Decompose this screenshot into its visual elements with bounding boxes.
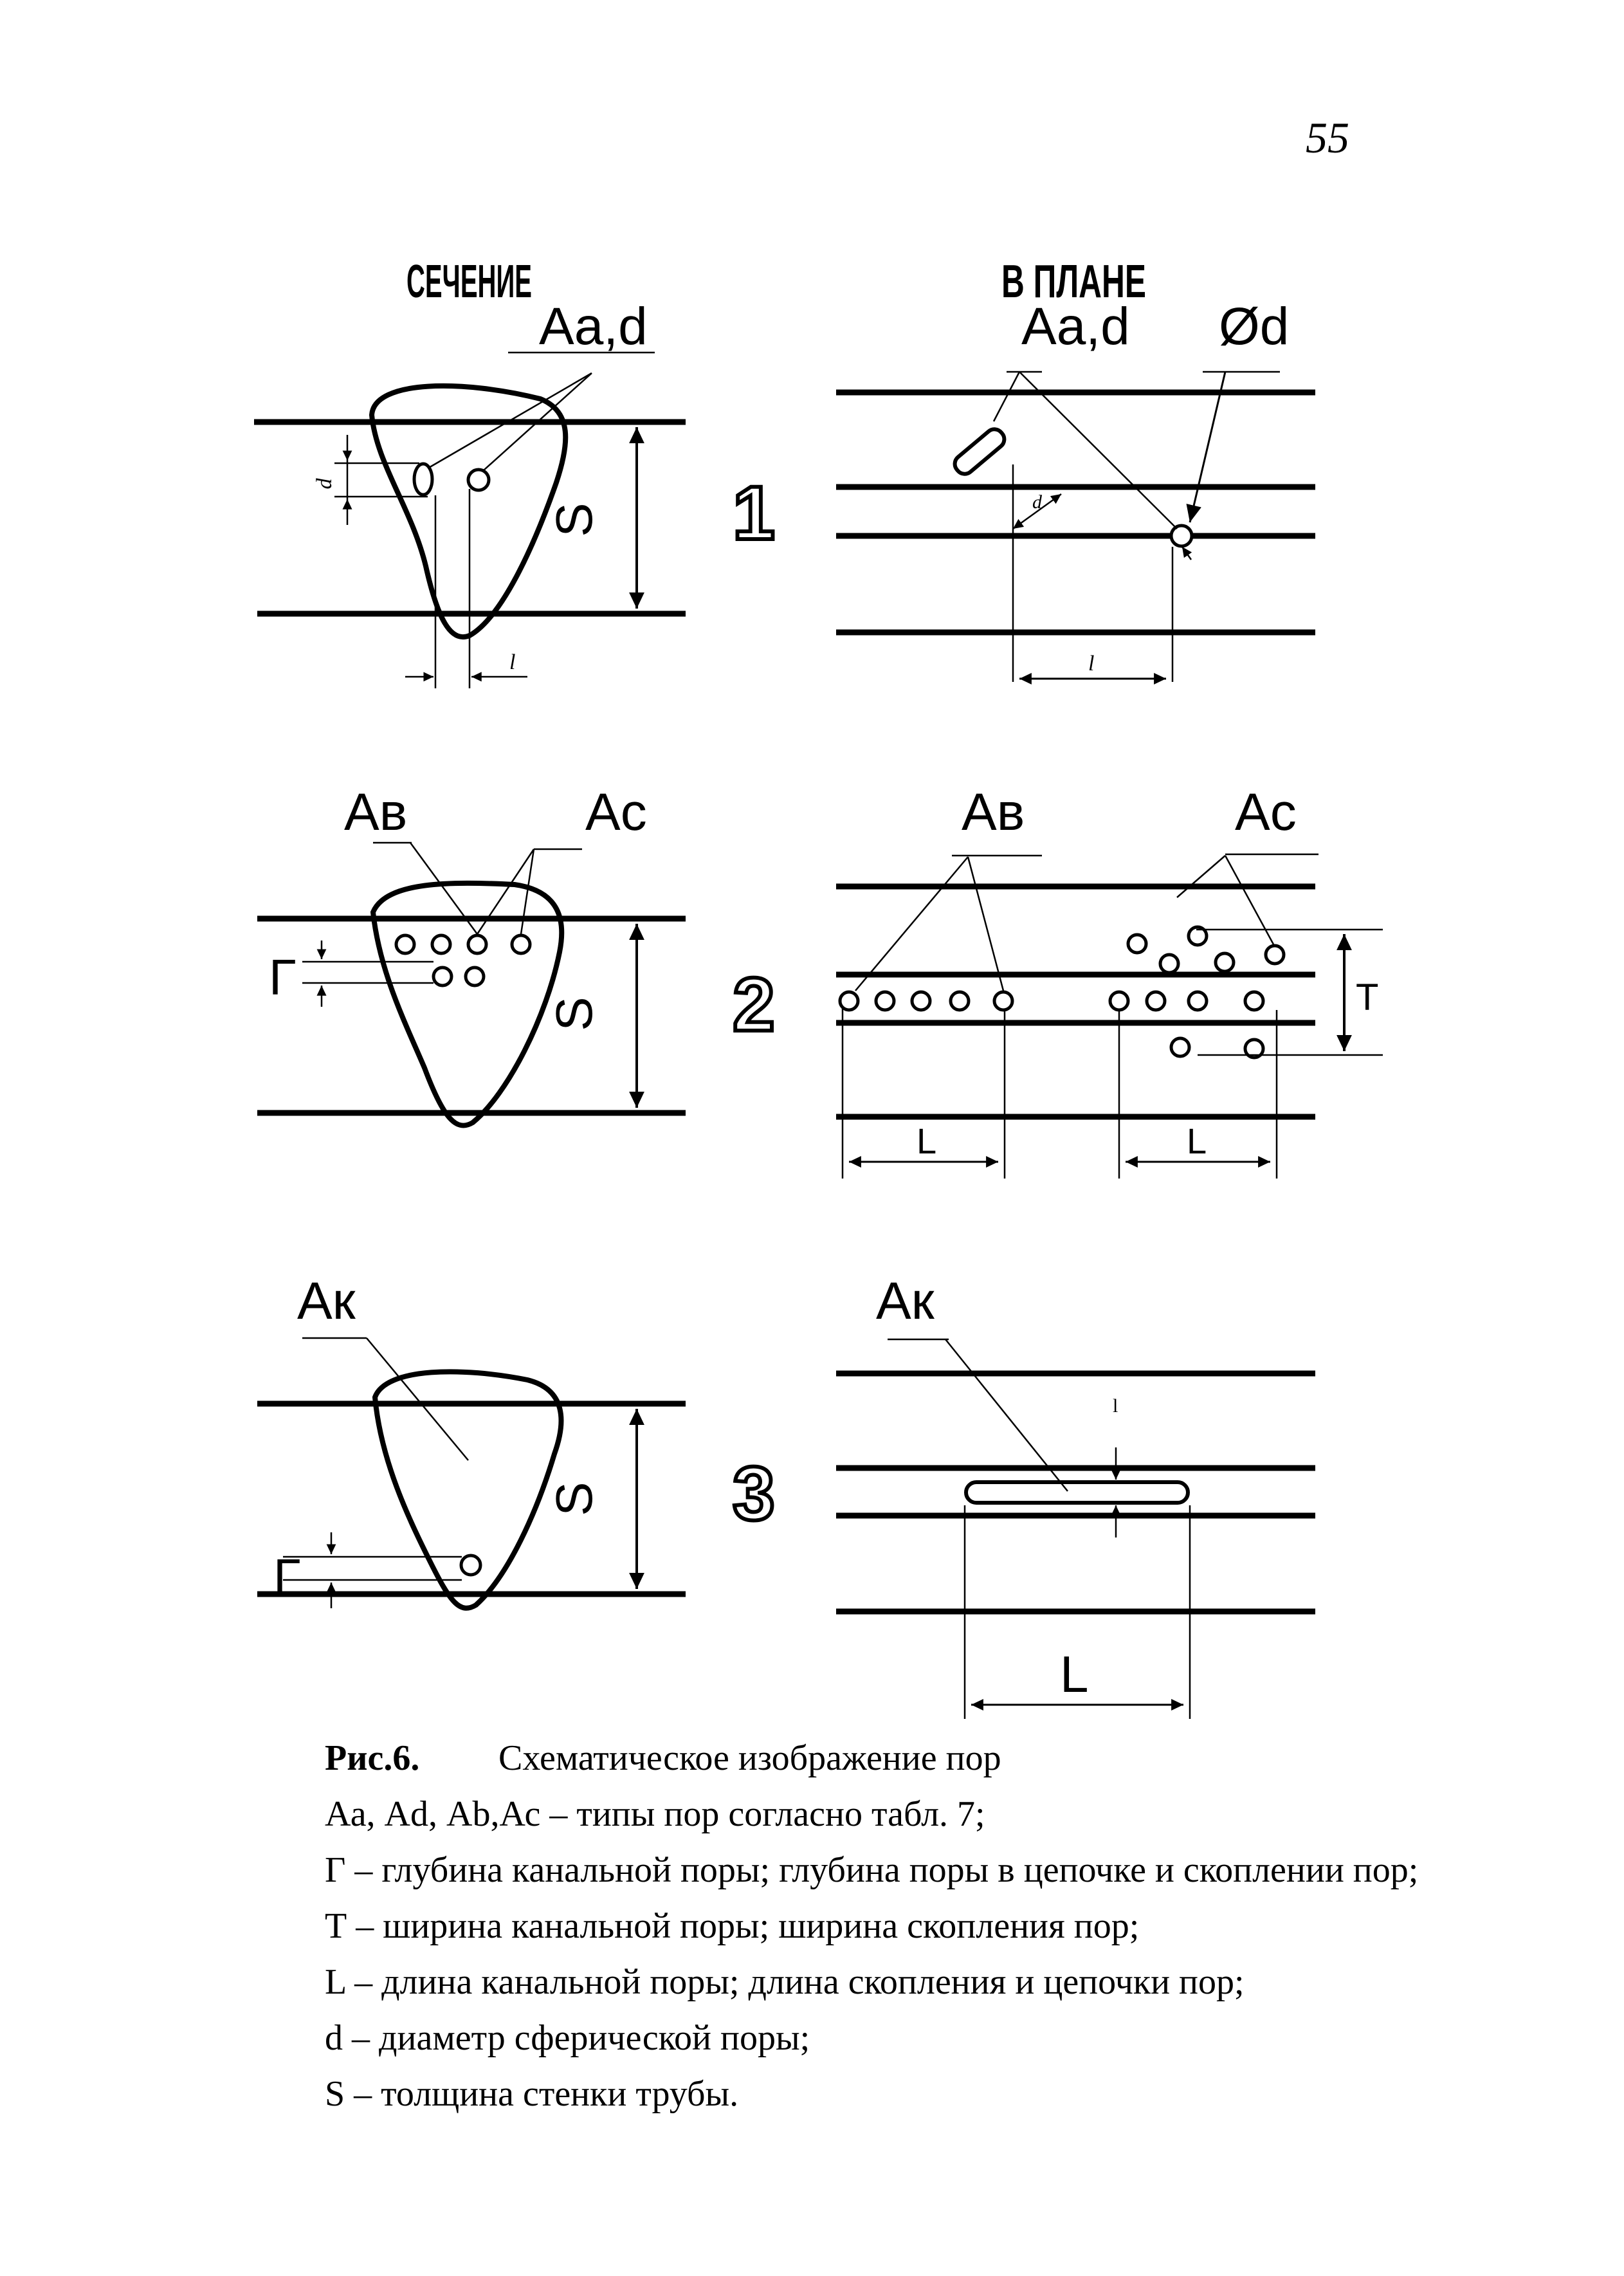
caption-line-1: Аа, Аd, Аb,Ас – типы пор согласно табл. 7; — [325, 1794, 985, 1834]
caption-title: Схематическое изображение пор — [498, 1738, 1001, 1778]
row3-section-dim-s: S — [545, 1482, 603, 1516]
row1-section-dim-s: S — [545, 502, 603, 537]
header-plan: В ПЛАНЕ — [1001, 256, 1146, 307]
row1-section-dim-d: d — [313, 478, 336, 490]
page-number: 55 — [1306, 113, 1349, 162]
row2-section-dim-g: Г — [269, 949, 297, 1005]
row3-section-label: Ак — [297, 1272, 356, 1330]
caption-line-4: L – длина канальной поры; длина скопления и цепочки пор; — [325, 1962, 1245, 2002]
caption-line-3: Т – ширина канальной поры; ширина скопления пор; — [325, 1906, 1140, 1946]
row2-section-dim-s: S — [545, 996, 603, 1031]
row2-plan-dim-l2: L — [1187, 1121, 1207, 1161]
caption-line-6: S – толщина стенки трубы. — [325, 2074, 739, 2114]
row1-section-dim-l: l — [509, 650, 516, 674]
row1-plan-label: Aa,d — [1021, 297, 1130, 356]
row3-number — [733, 1451, 775, 1536]
row1-plan-label-diameter: Ød — [1219, 297, 1290, 356]
row3-plan-dim-l: L — [1060, 1646, 1089, 1703]
row2-plan-label-2: Ас — [1235, 783, 1297, 841]
row1-number — [733, 471, 775, 556]
row2-section-label-1: Ав — [344, 783, 408, 841]
row2-number — [733, 962, 775, 1047]
row1-section-label: Aa,d — [539, 297, 648, 356]
row3-plan-label: Ак — [876, 1272, 935, 1330]
figure-caption — [325, 1730, 1547, 2122]
row2-number-text: 2 — [733, 962, 775, 1047]
row1-plan-dim-l: l — [1088, 652, 1095, 675]
row2-plan-dim-l1: L — [917, 1121, 937, 1161]
header-section: СЕЧЕНИЕ — [406, 256, 532, 307]
row3-section — [257, 1338, 686, 1608]
row3-section-dim-g: Г — [273, 1548, 301, 1605]
caption-line-2: Г – глубина канальной поры; глубина поры в цепочке и скоплении пор; — [325, 1850, 1419, 1890]
row1-plan-dim-d: d — [1032, 491, 1042, 513]
row1-number-text: 1 — [733, 471, 775, 556]
row1-plan — [836, 372, 1315, 682]
caption-figure-label: Рис.6. — [325, 1738, 420, 1778]
row2-section-label-2: Ас — [585, 783, 647, 841]
caption-title-line — [325, 1730, 1547, 1786]
row2-section — [257, 843, 686, 1126]
row3-number-text: 3 — [733, 1451, 775, 1536]
row2-plan-label-1: Ав — [962, 783, 1025, 841]
row1-section — [254, 353, 686, 688]
row2-plan-dim-t: T — [1356, 977, 1379, 1018]
row3-plan-dim-l-small: l — [1113, 1395, 1118, 1417]
caption-line-5: d – диаметр сферической поры; — [325, 2018, 810, 2058]
